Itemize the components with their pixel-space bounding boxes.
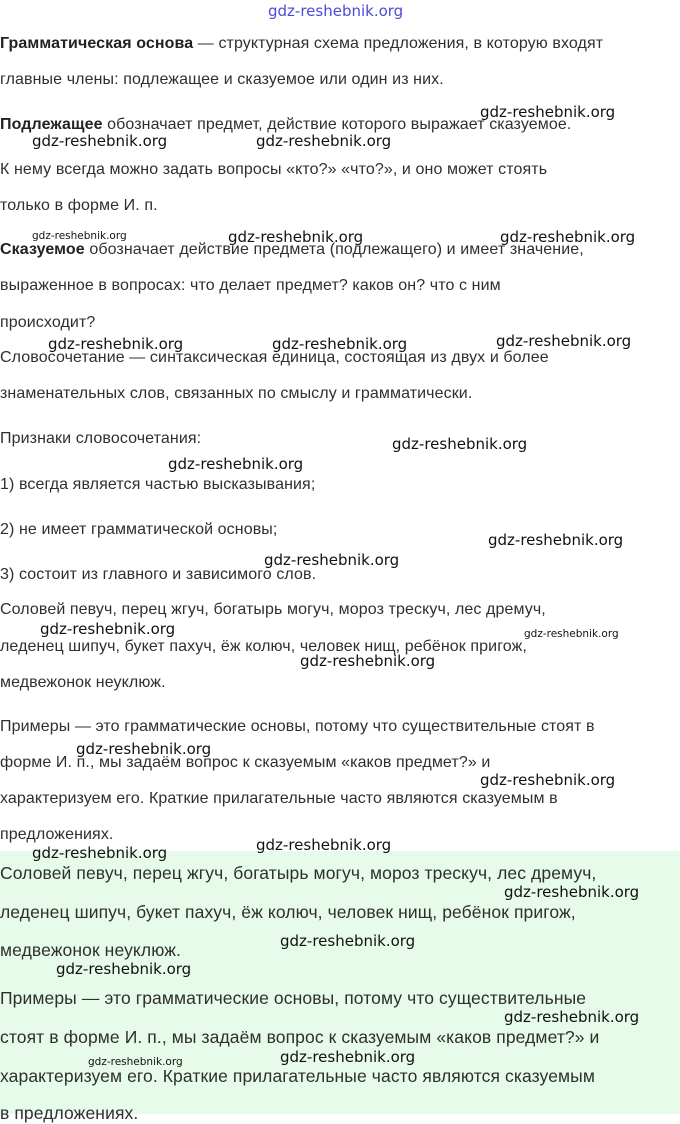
answer-line: в предложениях. [0,1103,139,1123]
text-line: леденец шипуч, букет пахуч, ёж колюч, человек нищ, ребёнок пригож, [0,638,527,655]
text-line: обозначает предмет, действие которого выражает сказуемое. [102,116,572,133]
text-line: знаменательных слов, связанных по смыслу и грамматически. [0,385,473,402]
examples-paragraph: Соловей певуч, перец жгуч, богатырь могуч, мороз трескуч, лес дремуч, [0,601,546,618]
text-line: главные члены: подлежащее и сказуемое или один из них. [0,71,444,88]
watermark: gdz-reshebnik.org [56,960,192,978]
explanation-paragraph: Примеры — это грамматические основы, потому что существительные стоят в [0,718,595,735]
watermark: gdz-reshebnik.org [256,836,392,854]
watermark: gdz-reshebnik.org [280,932,416,950]
paragraph-grammar-basis [0,35,603,53]
watermark: gdz-reshebnik.org [300,652,436,670]
text-line: медвежонок неуклюж. [0,674,166,691]
answer-line: Соловей певуч, перец жгуч, богатырь могуч, мороз трескуч, лес дремуч, [0,863,597,883]
text-line: обозначает действие предмета (подлежащего) и имеет значение, [84,241,584,258]
text-line: только в форме И. п. [0,197,158,214]
watermark: gdz-reshebnik.org [480,103,616,121]
watermark: gdz-reshebnik.org [504,1008,640,1026]
watermark: gdz-reshebnik.org [500,228,636,246]
text-line: — структурная схема предложения, в которую входят [193,35,604,52]
answer-line: медвежонок неуклюж. [0,940,181,960]
watermark: gdz-reshebnik.org [524,628,619,640]
watermark: gdz-reshebnik.org [32,132,168,150]
watermark: gdz-reshebnik.org [40,620,176,638]
term-subject: Подлежащее [0,116,103,133]
watermark: gdz-reshebnik.org [272,335,408,353]
watermark: gdz-reshebnik.org [256,132,392,150]
top-watermark: gdz-reshebnik.org [268,2,404,20]
text-line: форме И. п., мы задаём вопрос к сказуемым «каков предмет?» и [0,754,491,771]
watermark: gdz-reshebnik.org [264,551,400,569]
phrase-signs-heading: Признаки словосочетания: [0,430,202,447]
watermark: gdz-reshebnik.org [496,332,632,350]
answer-line: леденец шипуч, букет пахуч, ёж колюч, человек нищ, ребёнок пригож, [0,902,576,922]
text-line: происходит? [0,314,96,331]
watermark: gdz-reshebnik.org [488,531,624,549]
watermark: gdz-reshebnik.org [32,844,168,862]
watermark: gdz-reshebnik.org [480,771,616,789]
answer-line: стоят в форме И. п., мы задаём вопрос к сказуемым «каков предмет?» и [0,1027,600,1047]
paragraph-phrase: Словосочетание — синтаксическая единица, состоящая из двух и более [0,349,549,366]
watermark: gdz-reshebnik.org [504,883,640,901]
text-line: предложениях. [0,826,114,843]
text-line: К нему всегда можно задать вопросы «кто?» «что?», и оно может стоять [0,161,548,178]
text-line: выраженное в вопросах: что делает предмет? каков он? что с ним [0,277,501,294]
text-line: характеризуем его. Краткие прилагательные часто являются сказуемым в [0,790,558,807]
list-item: 2) не имеет грамматической основы; [0,521,278,538]
answer-line: характеризуем его. Краткие прилагательные часто являются сказуемым [0,1066,595,1086]
watermark: gdz-reshebnik.org [48,335,184,353]
answer-line: Примеры — это грамматические основы, потому что существительные [0,988,587,1008]
watermark: gdz-reshebnik.org [280,1048,416,1066]
watermark: gdz-reshebnik.org [88,1056,183,1068]
term-grammar-basis: Грамматическая основа [0,35,194,52]
watermark: gdz-reshebnik.org [76,740,212,758]
watermark: gdz-reshebnik.org [168,455,304,473]
term-predicate: Сказуемое [0,241,85,258]
watermark: gdz-reshebnik.org [392,435,528,453]
list-item: 1) всегда является частью высказывания; [0,476,316,493]
watermark: gdz-reshebnik.org [32,230,127,242]
watermark: gdz-reshebnik.org [228,228,364,246]
list-item: 3) состоит из главного и зависимого слов. [0,566,317,583]
